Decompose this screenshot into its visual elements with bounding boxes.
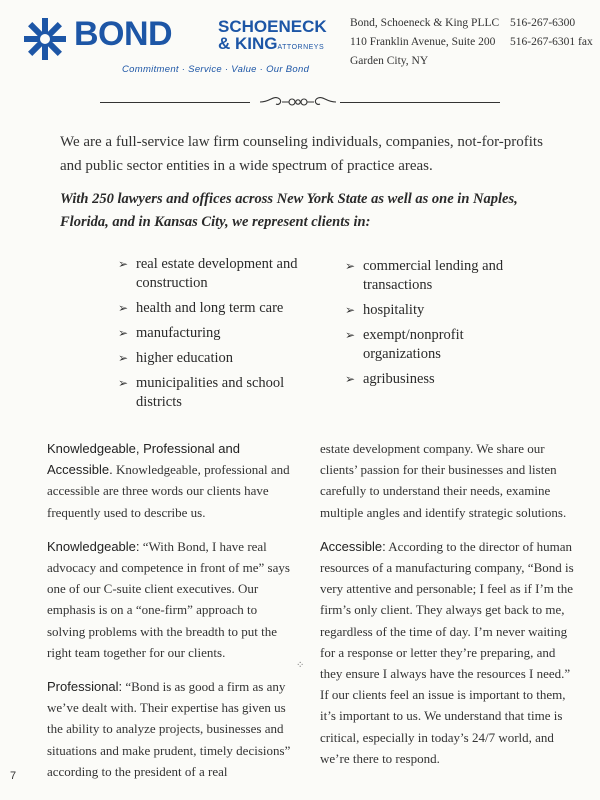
sectors-list-right [345, 257, 545, 395]
paragraph [47, 676, 297, 782]
list-item: ➢ health and long term care [118, 299, 308, 318]
page-number: 7 [10, 770, 17, 782]
list-item: ➢ commercial lending and transactions [345, 257, 545, 295]
list-item: ➢ manufacturing [118, 324, 308, 343]
paragraph-body: “Bond is as good a firm as any we’ve dealt with. Their expertise has given us the ability to analyze projects, businesses and situations and make prudent, timely decisions” according to the president of a real [47, 679, 291, 779]
divider-right [340, 102, 500, 103]
paragraph [47, 536, 297, 663]
list-item: ➢ agribusiness [345, 370, 545, 389]
firm-address [350, 14, 499, 71]
paragraph-body: “With Bond, I have real advocacy and competence in front of me” says one of our C-suite client executives. Our emphasis is on a “one-firm” approach to solving problems with the breadth to put the right team together for our clients. [47, 538, 290, 660]
address-line: 110 Franklin Avenue, Suite 200 [350, 36, 496, 48]
paragraph-heading: Knowledgeable: [47, 538, 140, 554]
logo-schoeneck-text: SCHOENECK [218, 17, 327, 36]
paragraph-body: estate development company. We share our clients’ passion for their businesses and listen carefully to understand their needs, examine multiple angles and identify strategic solutions. [320, 441, 567, 520]
firm-logo [22, 14, 342, 84]
fax-line: 516-267-6301 fax [510, 36, 593, 48]
logo-tagline: Commitment · Service · Value · Our Bond [122, 64, 310, 75]
paragraph-body: Knowledgeable, professional and accessible are three words our clients have frequently used to describe us. [47, 462, 290, 520]
lead-paragraph: With 250 lawyers and offices across New York State as well as one in Naples, Florida, and in Kansas City, we represent clients in: [60, 191, 518, 230]
logo-bond-text: BOND [74, 15, 173, 53]
list-item: ➢ real estate development and construction [118, 255, 308, 293]
logo-king-word: & KING [218, 34, 278, 53]
paragraph-heading: Accessible: [320, 538, 386, 554]
body-column-right [320, 438, 576, 782]
logo-attorneys-text: ATTORNEYS [277, 44, 325, 51]
body-column-left [47, 438, 297, 795]
list-item: ➢ higher education [118, 349, 308, 368]
paragraph [320, 438, 576, 523]
paragraph-body: According to the director of human resources of a manufacturing company, “Bond is very attentive and personable; I feel as if I’m the firm’s only client. They always get back to me, regardless of the time of day. I’m never waiting for a response or letter they’re preparing, and they ensure I always have the resources I need.” If our clients feel an issue is important to them, it’s important to us. We understand that time is critical, especially in today’s 24/7 world, and we’re there to respond. [320, 538, 574, 766]
phone-line: 516-267-6300 [510, 17, 576, 29]
snowflake-logo-icon [22, 16, 68, 62]
address-line: Bond, Schoeneck & King PLLC [350, 17, 500, 29]
list-item: ➢ municipalities and school districts [118, 374, 308, 412]
paragraph-heading: Knowledgeable, Professional and Accessible. [47, 441, 240, 478]
list-item: ➢ hospitality [345, 301, 545, 320]
sectors-list-left [118, 255, 308, 418]
intro-paragraph: We are a full-service law firm counseling individuals, companies, not-for-profits and public sector entities in a wide spectrum of practice areas. [60, 134, 543, 174]
logo-king-text [218, 35, 324, 56]
flourish-ornament-icon [258, 93, 338, 111]
paragraph-heading: Professional: [47, 679, 123, 695]
paragraph [320, 536, 576, 769]
divider-left [100, 102, 250, 103]
list-item: ➢ exempt/nonprofit organizations [345, 326, 545, 364]
address-line: Garden City, NY [350, 55, 429, 67]
firm-phones [510, 14, 593, 52]
scan-mark: ⁘ [296, 660, 305, 671]
paragraph [47, 438, 297, 523]
